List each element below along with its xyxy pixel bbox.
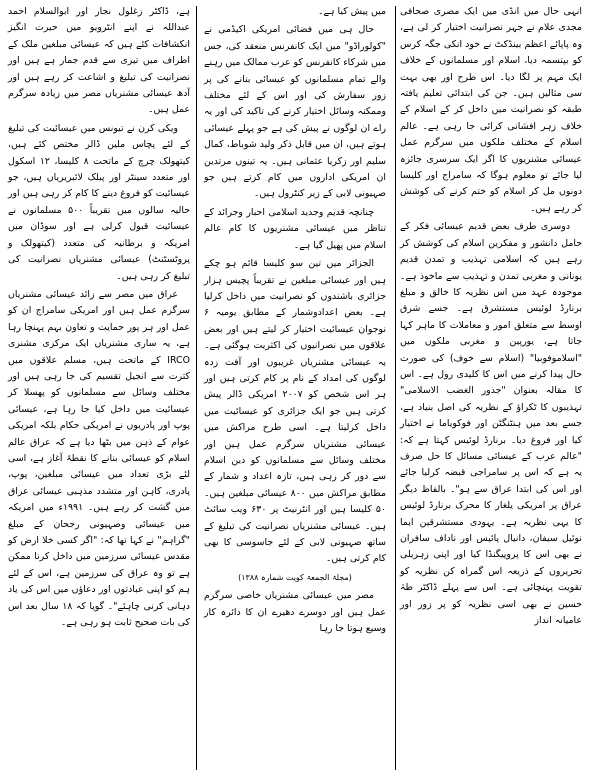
paragraph: انہی حال میں انڈی میں ایک مصری صحافی مجدی علام نے جہر نصرانیت اختیار کر لی ہے، وہ پاپائے اعظم بینڈکٹ نے خود انکی جگہ کرس کو بپتسمہ دیا، اسلام اور مسلمانوں کے خلاف ایک مہم پر لگا دیا۔ اس طرح اور بھی بہت سی مثالیں ہیں۔ جن کی ابتدائی تعلیم یافتہ طبقہ کو نصرانیت میں داخل کر کے اسلام کے خلاف زہر افشانی کرائی جا رہی ہے۔ عالم اسلام کے مختلف ملکوں میں سرگرم عمل عیسائی مشنریوں کا اگر ایک سرسری جائزہ لیا جائے تو معلوم ہوگا کہ سامراج اور کلیسا دونوں مل کر اسلام کو ختم کرنے کی کوشش کر رہے ہیں۔ [400, 6, 582, 214]
paragraph: الجزائر میں تین سو کلیسا قائم ہو چکے ہیں اور عیسائی مبلغین نے تقریباً پچیس ہزار جزائری باشندوں کو نصرانیت میں داخل کرلیا ہے۔ بعض اعدادوشمار کے مطابق یومیہ ۶ نوجوان عیسائیت اختیار کر لیتے ہیں اور بعض علاقوں میں نصرانیوں کی اکثریت ہوگئی ہے۔ یہ عیسائی مشنریاں غریبوں اور آفت زدہ لوگوں کی امداد کے نام پر کام کرتی ہیں اور ہر اس شخص کو ۲۰۰۷ امریکی ڈالر پیش کرتی ہیں جو ایک جزائری کو عیسائیت میں داخل کرلیتا ہے۔ اسی طرح مراکش میں عیسائی مشنریاں سرگرم عمل ہیں اور مختلف وسائل سے مسلمانوں کو دین اسلام سے دور کر رہی ہیں، تازہ اعداد و شمار کے مطابق مراکش میں ۸۰۰ عیسائی مبلغین ہیں۔ ۵۰ کلیسا ہیں اور انٹرنیٹ پر ۶۳۰ ویب سائٹ ہیں۔ عیسائی مشنریاں نصرانیت کی تبلیغ کے ساتھ صہیونی لابی کے لئے جاسوسی کا بھی کام کرتی ہیں۔ [204, 258, 386, 565]
column-left [4, 4, 194, 772]
source-citation: (مجلۃ الجمعۃ کویت شمارہ ۱۳۸۸) [238, 572, 352, 582]
paragraph: عراق میں مصر سے زائد عیسائی مشنریاں سرگرم عمل ہیں اور امریکی سامراج ان کو عمل اور ہر پور حمایت و تعاون بہم پہنچا رہا ہے، یہ ساری مشنریاں ایک مرکزی مشنری IRCO کے ماتحت ہیں، مسلم علاقوں میں کثرت سے انجیل تقسیم کی جا رہی ہیں اور مختلف وسائل سے مسلمانوں کو پھسلا کر عیسائیت میں داخل کیا جا رہا ہے، عیسائی پوپ اور پادریوں نے امریکی حکام بلکہ امریکی عوام کے ذہن میں بٹھا دیا ہے کہ عراق عالم اسلام کو عیسائی بنانے کا نقطۂ آغاز ہے، اسی لئے بڑی تعداد میں عیسائی مبلغین، پوپ، پادری، کاہن اور متشدد مذہبی عیسائی عراق میں گشت کر رہے ہیں۔ ۱۹۹۱ء میں امریکہ میں عیسائی وصہیونی رجحان کے مبلغ "گراہم" نے کہا تھا کہ: "اگر کسی خلا ارض کو مقدس عیسائی سرزمین میں داخل کرنا ممکن ہے تو وہ عراق کی سرزمین ہے، اس کے لئے ہم کو اپنی عبادتوں اور دعاؤں میں اس کی یاد دہانی کرنی چاہئے"۔ گویا کہ ۱۸ سال بعد اس کی بات صحیح ثابت ہو رہی ہے۔ [8, 288, 191, 629]
paragraph: مصر میں عیسائی مشنریاں خاصی سرگرم عمل ہیں اور دوسرے دھیرے ان کا دائرہ کار وسیع ہوتا جا رہا [204, 590, 386, 635]
paragraph: ہے، ڈاکٹر زغلول نجار اور ابوالسلام احمد عبداللہ نے اپنے انٹرویو میں حیرت انگیز انکشافات کئے ہیں کہ عیسائی مبلغین ملک کے اطراف میں تیزی سے قدم جمار ہے ہیں اور نصرانیت کی تبلیغ و اشاعت کر رہے ہیں اور آدھ عیسائی مشنریاں مصر میں زیادہ سرگرم عمل ہیں۔ [8, 6, 190, 116]
column-divider [196, 6, 197, 770]
paragraph: دوسری طرف بعض قدیم عیسائی فکر کے حامل دانشور و مفکرین اسلام کی کوشش کر رہے ہیں کہ اسلامی تہذیب و تمدن قدیم یونانی و مغربی تمدن و تہذیب سے ماخوذ ہے۔ موجودہ عہد میں اس نظریہ کا خالق و مبلغ برنارڈ لوئیس مستشرق ہے۔ جسے شرق اوسط سے متعلق امور و معاملات کا ماہر کہا جاتا ہے، یورپین و مغربی ملکوں میں "اسلاموفوبیا" (اسلام سے خوف) کی صورت حال پیدا کرنے میں اس کا کلیدی رول ہے۔ اس کا مقالہ بعنوان "جذور الغضب الاسلامی" تہذیبوں کا ٹکراؤ کے نظریہ کی اصل بنیاد ہے، جسے بعد میں ہنٹنگٹن اور فوکویاما نے اختیار کیا اور فروغ دیا۔ برنارڈ لوئیس کہتا ہے کہ: "عالم عرب کے عیسائی مسائل کا حل صرف یہ ہے کہ اس پر سامراجی قبضہ کرلیا جائے اور اس کی ابتدا عراق سے ہو"۔ بالفاظ دیگر عراق پر امریکی یلغار کا محرک برنارڈ لوئیس کا یہی نظریہ ہے۔ یہودی مستشرقین ایما نوئیل سیفان، دانیال پائیس اور ناداف سافران نے بھی اس کا پروپیگنڈا کیا اور اپنی زہریلی تحریروں کے ذریعہ اس گمراہ کن نظریہ کو تقویت پہنچائی ہے۔ اس سے پہلے ڈاکٹر طہٰ حسین نے بھی اسی نظریہ کو پر زور اور عامیانہ انداز [400, 221, 582, 627]
paragraph: ویکی کرن نے تیونس میں عیسائیت کی تبلیغ کے لئے پچاس ملین ڈالر مختص کئے ہیں، کیتھولک چرچ کے ماتحت ۸ کلیسا، ۱۲ اسکول اور متعدد سینٹر اور پبلک لائبریریاں ہیں، جو عیسائیت کو فروغ دینے کا کام کر رہی ہیں اور حالیہ سالوں میں تقریباً ۵۰۰ مسلمانوں نے عیسائیت قبول کرلی ہے اور سوڈان میں امریکہ و برطانیہ کی متعدد (کیتھولک و پروٹسٹنٹ) عیسائی مشنریاں نصرانیت کی تبلیغ کر رہی ہیں۔ [8, 122, 190, 282]
column-divider [395, 6, 396, 770]
column-middle [200, 4, 390, 772]
paragraph: حال ہی میں فضائی امریکی اکیڈمی نے "کولوراڈو" میں ایک کانفرنس منعقد کی، جس میں شرکاء کانفرنس کو عرب ممالک میں رہنے والے تمام مسلمانوں کو عیسائی بنانے کی پر زور سفارش کی اور اس کے لئے مختلف وممکنہ وسائل اختیار کرنے کی تاکید کی اور یہ راے ان لوگوں نے پیش کی ہے جو پہلے عیسائی ہوتے ہیں، ان میں قابل ذکر ولید شوباط، کمال سلیم اور زکریا عثمانی ہیں۔ یہ تینوں مرتدین ان امریکی اداروں میں کام کرتے ہیں جو صہیونی لابی کے زیر کنٹرول ہیں۔ [204, 24, 386, 200]
paragraph: چنانچہ قدیم وجدید اسلامی احبار وجرائد کے تناظر میں عیسائی مشنریوں کا کام عالم اسلام میں پھیل گیا ہے۔ [204, 206, 386, 251]
column-right [396, 4, 586, 772]
paragraph: میں پیش کیا ہے۔ [318, 6, 386, 17]
